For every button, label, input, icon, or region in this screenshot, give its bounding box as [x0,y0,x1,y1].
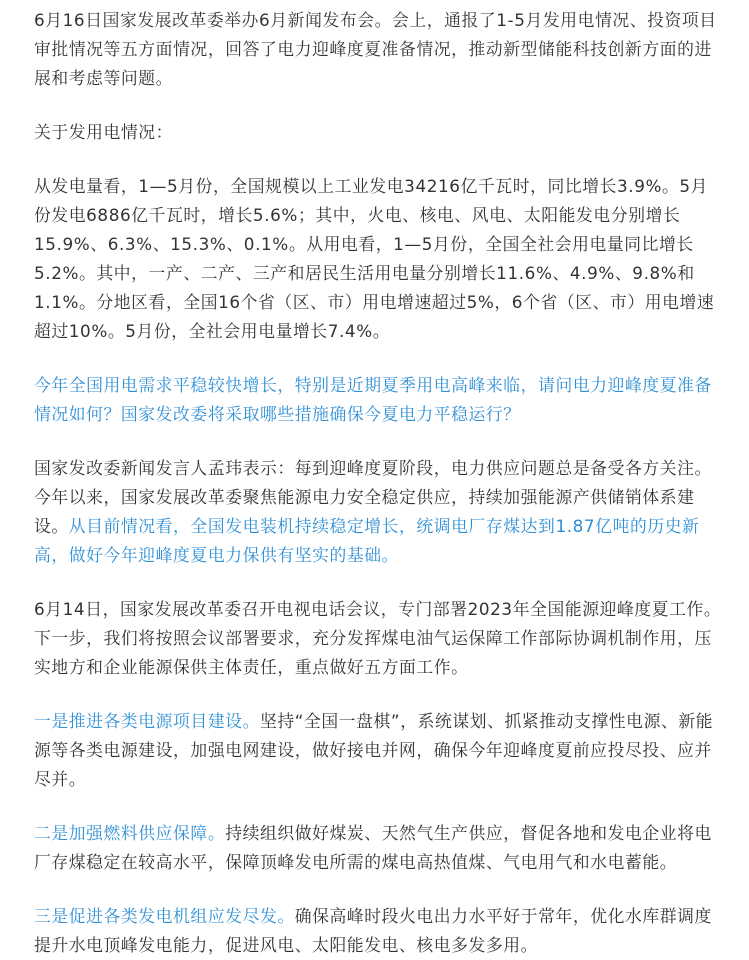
question-paragraph: 今年全国用电需求平稳较快增长，特别是近期夏季用电高峰来临，请问电力迎峰度夏准备情况如何？国家发改委将采取哪些措施确保今夏电力平稳运行？ [34,375,712,424]
measure-paragraph-3 [34,902,723,960]
measure-body-2: 持续组织做好煤炭、天然气生产供应，督促各地和发电企业将电厂存煤稳定在较高水平，保障顶峰发电所需的煤电高热值煤、气电用气和水电蓄能。 [34,823,712,872]
measure-lead-2: 二是加强燃料供应保障。 [34,823,226,843]
answer-paragraph [34,454,723,570]
measure-paragraph-2 [34,819,723,877]
answer-highlight-text: 从目前情况看，全国发电装机持续稳定增长，统调电厂存煤达到1.87亿吨的历史新高，做好今年迎峰度夏电力保供有坚实的基础。 [34,516,700,565]
measure-body-3: 确保高峰时段火电出力水平好于常年，优化水库群调度提升水电顶峰发电能力，促进风电、太阳能发电、核电多发多用。 [34,906,712,955]
measure-paragraph-1 [34,707,723,794]
meeting-paragraph: 6月14日，国家发展改革委召开电视电话会议，专门部署2023年全国能源迎峰度夏工作。下一步，我们将按照会议部署要求，充分发挥煤电油气运保障工作部际协调机制作用，压实地方和企业能源保供主体责任，重点做好五方面工作。 [34,599,722,677]
measure-lead-1: 一是推进各类电源项目建设。 [34,711,260,731]
answer-plain-text: 国家发改委新闻发言人孟玮表示：每到迎峰度夏阶段，电力供应问题总是备受各方关注。今年以来，国家发展改革委聚焦能源电力安全稳定供应，持续加强能源产供储销体系建设。 [34,458,712,536]
measure-lead-3: 三是促进各类发电机组应发尽发。 [34,906,295,926]
stats-paragraph: 从发电量看，1—5月份，全国规模以上工业发电34216亿千瓦时，同比增长3.9%。5月份发电6886亿千瓦时，增长5.6%；其中，火电、核电、风电、太阳能发电分别增长15.9%、6.3%、15.3%、0.1%。从用电看，1—5月份，全国全社会用电量同比增长5.2%。其中，一产、二产、三产和居民生活用电量分别增长11.6%、4.9%、9.8%和1.1%。分地区看，全国16个省（区、市）用电增速超过5%，6个省（区、市）用电增速超过10%。5月份，全社会用电量增长7.4%。 [34,176,715,341]
intro-paragraph: 6月16日国家发展改革委举办6月新闻发布会。会上，通报了1-5月发用电情况、投资项目审批情况等五方面情况，回答了电力迎峰度夏准备情况，推动新型储能科技创新方面的进展和考虑等问题。 [34,10,717,88]
measure-body-1: 坚持“全国一盘棋”，系统谋划、抓紧推动支撑性电源、新能源等各类电源建设，加强电网建设，做好接电并网，确保今年迎峰度夏前应投尽投、应并尽并。 [34,711,714,789]
section-heading: 关于发用电情况： [34,122,174,142]
